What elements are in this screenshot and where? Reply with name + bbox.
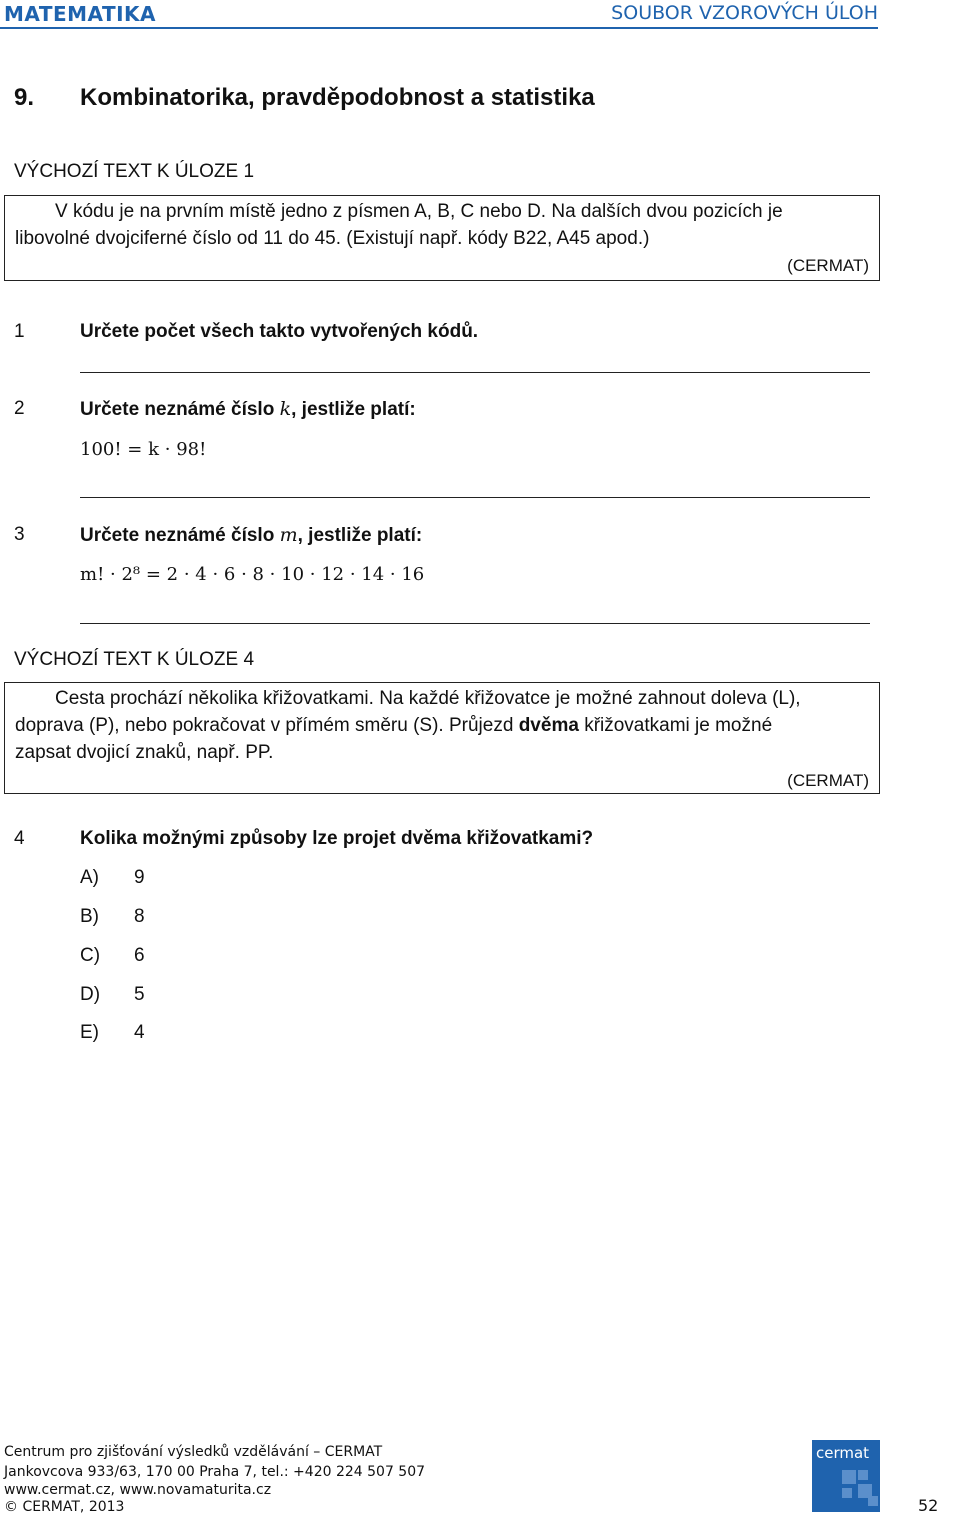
footer-address: Jankovcova 933/63, 170 00 Praha 7, tel.: +420 224 507 507 bbox=[4, 1464, 426, 1480]
q2-number: 2 bbox=[14, 398, 25, 419]
section1-box bbox=[4, 195, 880, 281]
q1-number: 1 bbox=[14, 321, 25, 342]
q3-answer-line bbox=[80, 623, 870, 624]
option-e-value[interactable]: 4 bbox=[134, 1022, 145, 1043]
q4-text: Kolika možnými způsoby lze projet dvěma křižovatkami? bbox=[80, 828, 594, 849]
option-c-value[interactable]: 6 bbox=[134, 945, 145, 966]
option-c-letter[interactable]: C) bbox=[80, 945, 101, 966]
header-subject: MATEMATIKA bbox=[4, 2, 157, 26]
option-b-value[interactable]: 8 bbox=[134, 906, 145, 927]
q2-equation: 100! = k · 98! bbox=[80, 439, 207, 460]
q3-equation: m! · 2⁸ = 2 · 4 · 6 · 8 · 10 · 12 · 14 · 16 bbox=[80, 564, 425, 585]
option-a-value[interactable]: 9 bbox=[134, 867, 145, 888]
q2-text-after: , jestliže platí: bbox=[291, 399, 416, 420]
section1-source: (CERMAT) bbox=[787, 256, 869, 275]
section4-title: VÝCHOZÍ TEXT K ÚLOZE 4 bbox=[14, 649, 255, 670]
footer-websites: www.cermat.cz, www.novamaturita.cz bbox=[4, 1482, 272, 1498]
section4-line3: zapsat dvojicí znaků, např. PP. bbox=[15, 742, 274, 763]
chapter-title: Kombinatorika, pravděpodobnost a statistika bbox=[80, 84, 595, 111]
option-d-value[interactable]: 5 bbox=[134, 984, 145, 1005]
section4-line2-start: doprava (P), nebo pokračovat v přímém směru (S). Průjezd bbox=[15, 715, 514, 736]
q2-variable: k bbox=[279, 398, 292, 420]
section1-title: VÝCHOZÍ TEXT K ÚLOZE 1 bbox=[14, 161, 255, 182]
option-d-letter[interactable]: D) bbox=[80, 984, 101, 1005]
option-a-letter[interactable]: A) bbox=[80, 867, 99, 888]
q3-text-after: , jestliže platí: bbox=[297, 525, 423, 546]
footer-copyright: © CERMAT, 2013 bbox=[4, 1499, 125, 1515]
q3-variable: m bbox=[279, 524, 298, 546]
page-number: 52 bbox=[918, 1496, 939, 1515]
section4-line2-end: křižovatkami je možné bbox=[584, 715, 773, 736]
chapter-number: 9. bbox=[14, 84, 35, 111]
q2-answer-line bbox=[80, 497, 870, 498]
header-divider bbox=[0, 27, 878, 29]
section1-line1: V kódu je na prvním místě jedno z písmen A, B, C nebo D. Na dalších dvou pozicích je bbox=[55, 201, 783, 222]
q1-answer-line bbox=[80, 372, 870, 373]
option-b-letter[interactable]: B) bbox=[80, 906, 99, 927]
section4-box bbox=[4, 682, 880, 794]
q3-text-before: Určete neznámé číslo bbox=[80, 525, 280, 546]
q4-number: 4 bbox=[14, 828, 25, 849]
q2-text bbox=[80, 398, 416, 421]
option-e-letter[interactable]: E) bbox=[80, 1022, 99, 1043]
section1-line2: libovolné dvojciferné číslo od 11 do 45. (Existují např. kódy B22, A45 apod.) bbox=[15, 228, 650, 249]
q3-number: 3 bbox=[14, 524, 25, 545]
section4-line2-bold: dvěma bbox=[518, 715, 579, 736]
q1-text: Určete počet všech takto vytvořených kódů. bbox=[80, 321, 479, 342]
cermat-logo-text: cermat bbox=[816, 1444, 870, 1462]
header-collection: SOUBOR VZOROVÝCH ÚLOH bbox=[611, 2, 878, 24]
section4-source: (CERMAT) bbox=[787, 771, 869, 790]
q2-text-before: Určete neznámé číslo bbox=[80, 399, 280, 420]
q3-text bbox=[80, 524, 422, 547]
footer-institution: Centrum pro zjišťování výsledků vzdělávání – CERMAT bbox=[4, 1444, 383, 1460]
section4-line1: Cesta prochází několika křižovatkami. Na každé křižovatce je možné zahnout doleva (L), bbox=[55, 688, 801, 709]
section4-line2 bbox=[15, 712, 869, 739]
